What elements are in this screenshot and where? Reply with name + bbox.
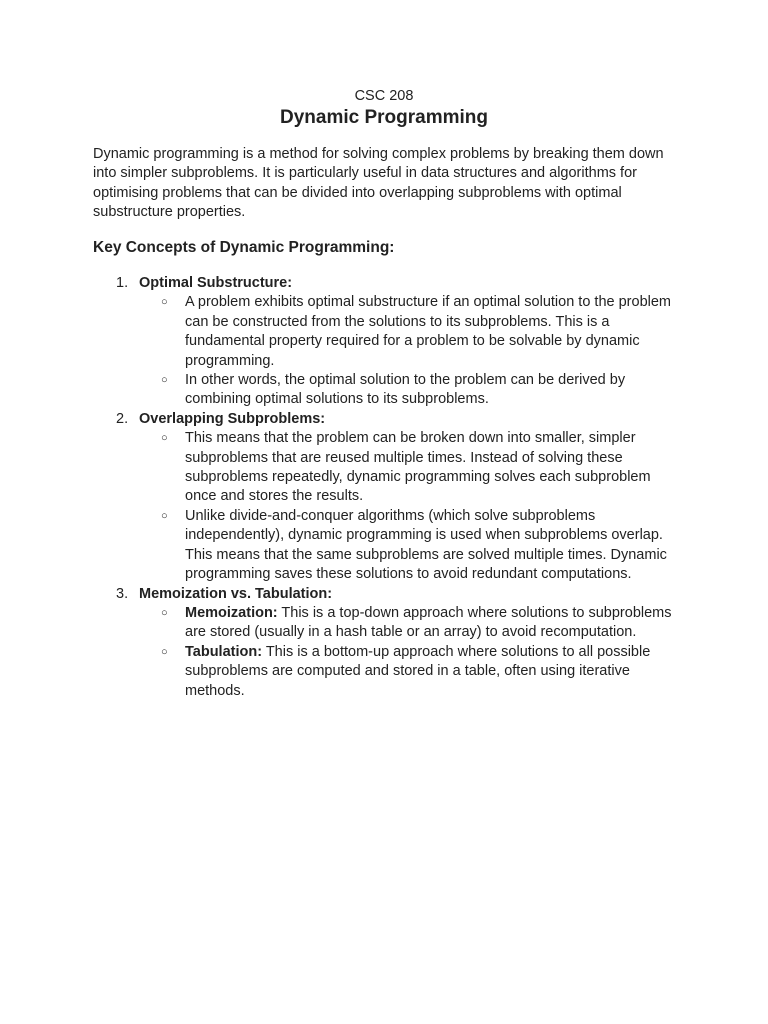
bullet-text: Unlike divide-and-conquer algorithms (which solve subproblems independently), dynamic programming is used when subproblems overlap. This means that the same subproblems are solved multiple times. Dynamic programming saves these solutions to avoid redundant computations. bbox=[185, 507, 667, 583]
bullet-list bbox=[93, 604, 683, 701]
bullet-item bbox=[161, 371, 683, 410]
hollow-circle-bullet-icon: ○ bbox=[161, 606, 168, 619]
hollow-circle-bullet-icon: ○ bbox=[161, 374, 168, 387]
concept-title: Optimal Substructure: bbox=[139, 275, 293, 291]
bullet-text: This means that the problem can be broken down into smaller, simpler subproblems that are reused multiple times. Instead of solving these subproblems repeatedly, dynamic programming solves each subproblem once and stores the results. bbox=[185, 430, 651, 505]
bullet-label: Memoization: bbox=[185, 604, 278, 621]
bullet-text: A problem exhibits optimal substructure if an optimal solution to the problem can be constructed from the solutions to its subproblems. This is a fundamental property required for a problem to be solvable by dynamic programming. bbox=[185, 294, 671, 369]
bullet-item bbox=[161, 507, 683, 585]
bullet-item bbox=[161, 429, 683, 507]
hollow-circle-bullet-icon: ○ bbox=[161, 509, 168, 522]
concepts-list bbox=[93, 274, 683, 701]
bullet-text: This is a top-down approach where solutions to subproblems are stored (usually in a hash table or an array) to avoid recomputation. bbox=[185, 604, 672, 641]
page-title: Dynamic Programming bbox=[280, 107, 488, 128]
bullet-item bbox=[161, 293, 683, 371]
concept-number: 2. bbox=[116, 410, 129, 427]
bullet-list bbox=[93, 293, 683, 409]
bullet-item bbox=[161, 643, 683, 701]
bullet-text: In other words, the optimal solution to the problem can be derived by combining optimal solutions to its subproblems. bbox=[185, 372, 626, 408]
bullet-list bbox=[93, 429, 683, 584]
concept-item bbox=[93, 410, 683, 585]
concept-item bbox=[93, 274, 683, 410]
bullet-text: This is a bottom-up approach where solutions to all possible subproblems are computed and stored in a table, often using iterative methods. bbox=[185, 643, 651, 699]
hollow-circle-bullet-icon: ○ bbox=[161, 645, 168, 658]
concept-title: Memoization vs. Tabulation: bbox=[139, 585, 333, 602]
hollow-circle-bullet-icon: ○ bbox=[161, 432, 168, 445]
concept-title: Overlapping Subproblems: bbox=[139, 410, 326, 427]
concept-item bbox=[93, 585, 683, 701]
intro-paragraph: Dynamic programming is a method for solving complex problems by breaking them down into simpler subproblems. It is particularly useful in data structures and algorithms for optimising problems that can be divided into overlapping subproblems with optimal substructure properties. bbox=[93, 146, 664, 221]
bullet-label: Tabulation: bbox=[185, 643, 263, 660]
course-code: CSC 208 bbox=[354, 88, 414, 104]
concept-number: 3. bbox=[116, 585, 129, 602]
section-heading: Key Concepts of Dynamic Programming: bbox=[93, 239, 395, 256]
concept-number: 1. bbox=[116, 275, 129, 291]
bullet-item bbox=[161, 604, 683, 643]
hollow-circle-bullet-icon: ○ bbox=[161, 296, 168, 309]
